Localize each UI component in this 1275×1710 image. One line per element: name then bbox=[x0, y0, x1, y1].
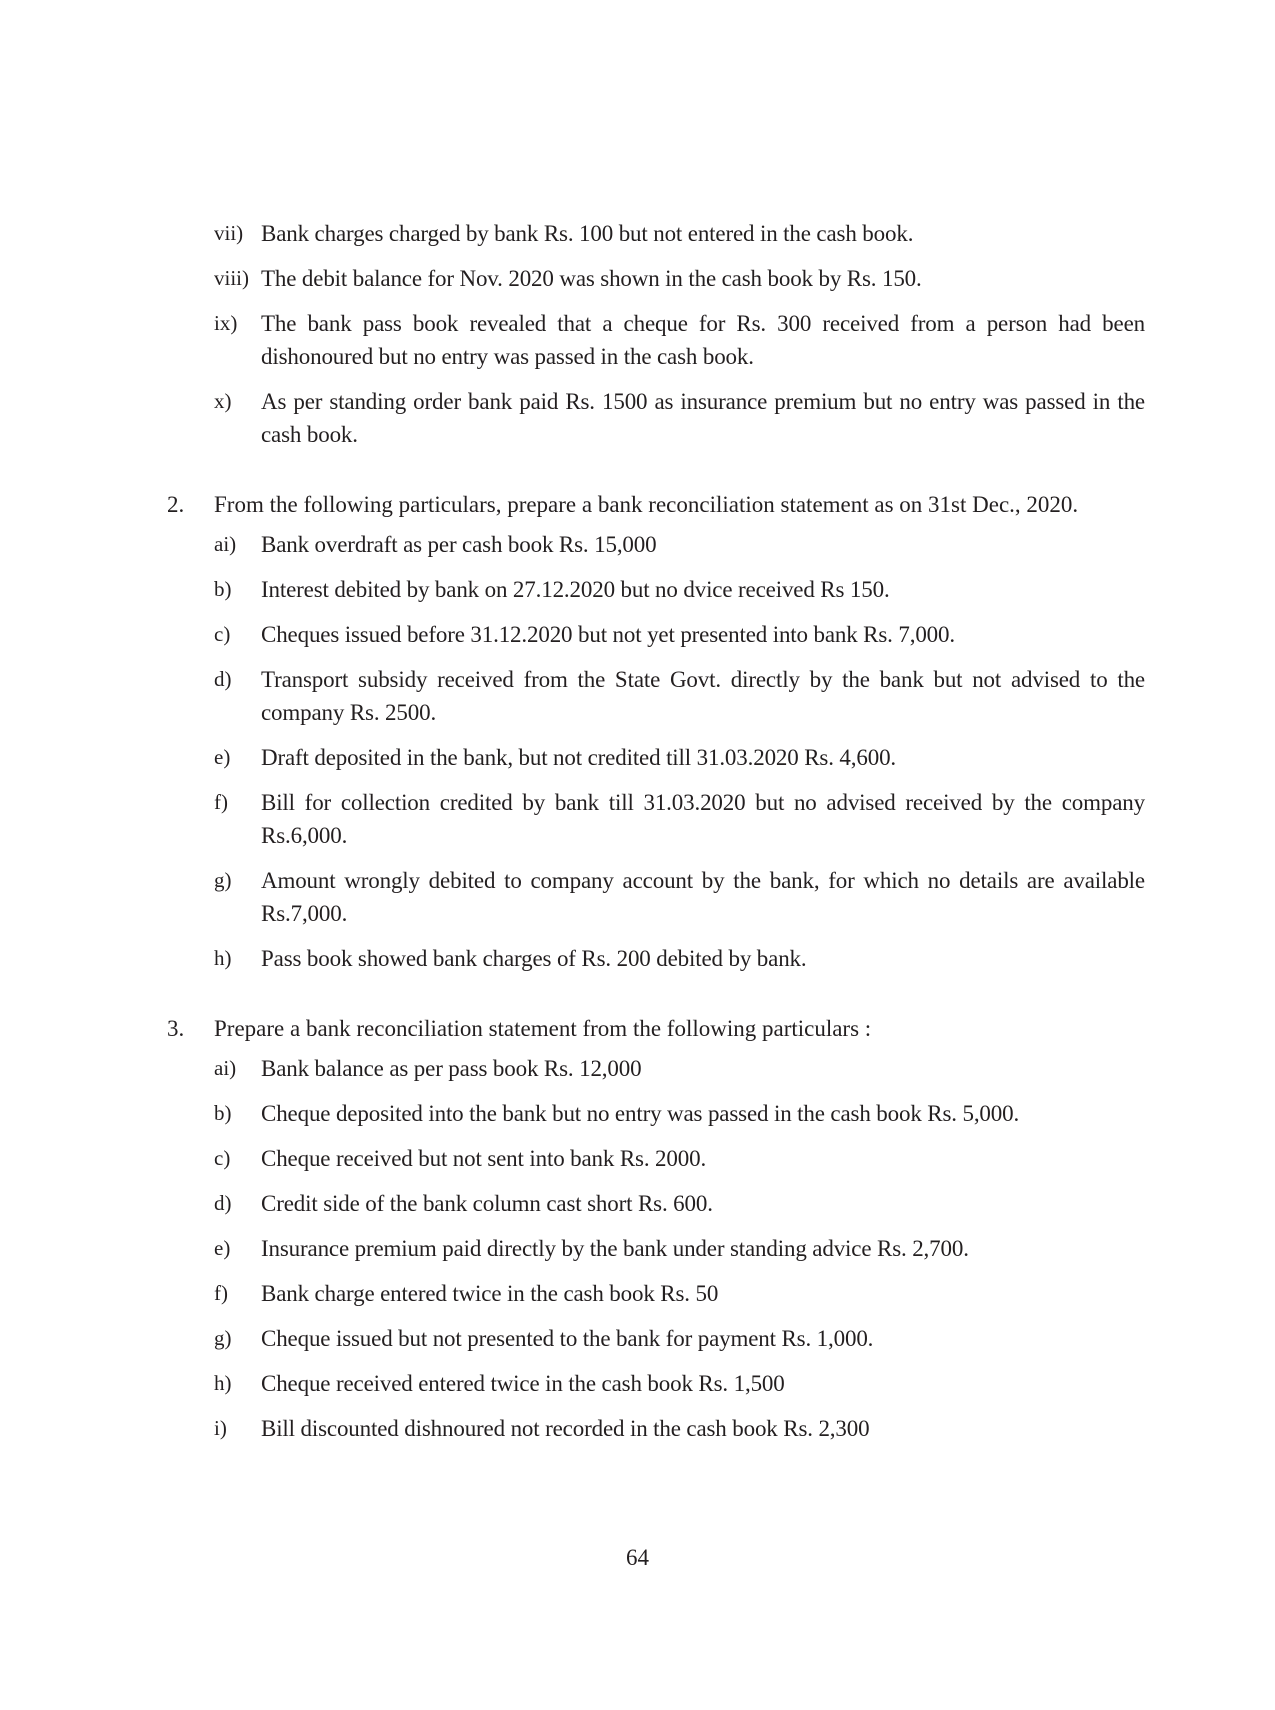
item-label: d) bbox=[214, 1191, 232, 1215]
question-text: Prepare a bank reconciliation statement from the following particulars : bbox=[214, 1016, 872, 1041]
item-text: Cheque deposited into the bank but no entry was passed in the cash book Rs. 5,000. bbox=[261, 1101, 1020, 1126]
list-item bbox=[214, 217, 1145, 250]
item-label: b) bbox=[214, 577, 232, 601]
list-item bbox=[214, 307, 1145, 373]
question-heading bbox=[167, 1012, 1145, 1045]
item-label: viii) bbox=[214, 266, 249, 290]
page-content bbox=[167, 217, 1145, 1445]
item-label: f) bbox=[214, 1281, 228, 1305]
question-3 bbox=[167, 1012, 1145, 1445]
item-label: f) bbox=[214, 790, 228, 814]
item-text: Cheque issued but not presented to the bank for payment Rs. 1,000. bbox=[261, 1326, 874, 1351]
item-label: ix) bbox=[214, 311, 238, 335]
list-item bbox=[214, 1412, 1145, 1445]
item-label: c) bbox=[214, 622, 231, 646]
list-item bbox=[214, 663, 1145, 729]
item-text: The debit balance for Nov. 2020 was shown in the cash book by Rs. 150. bbox=[261, 266, 922, 291]
item-text: Bank charges charged by bank Rs. 100 but not entered in the cash book. bbox=[261, 221, 914, 246]
item-text: Draft deposited in the bank, but not credited till 31.03.2020 Rs. 4,600. bbox=[261, 745, 897, 770]
item-text: Bank overdraft as per cash book Rs. 15,000 bbox=[261, 532, 657, 557]
item-text: As per standing order bank paid Rs. 1500 as insurance premium but no entry was passed in the cash book. bbox=[261, 389, 1145, 447]
list-item bbox=[214, 1277, 1145, 1310]
list-item bbox=[214, 1052, 1145, 1085]
item-label: g) bbox=[214, 1326, 232, 1350]
list-item bbox=[214, 864, 1145, 930]
list-item bbox=[214, 1097, 1145, 1130]
item-label: h) bbox=[214, 946, 232, 970]
question-3-item-list bbox=[214, 1052, 1145, 1445]
list-item bbox=[214, 1232, 1145, 1265]
item-text: Bill discounted dishnoured not recorded in the cash book Rs. 2,300 bbox=[261, 1416, 870, 1441]
question-text: From the following particulars, prepare a bank reconciliation statement as on 31st Dec., 2020. bbox=[214, 492, 1079, 517]
list-item bbox=[214, 942, 1145, 975]
item-text: Cheque received entered twice in the cash book Rs. 1,500 bbox=[261, 1371, 785, 1396]
item-text: The bank pass book revealed that a cheque for Rs. 300 received from a person had been dishonoured but no entry was passed in the cash book. bbox=[261, 311, 1145, 369]
item-label: e) bbox=[214, 745, 231, 769]
list-item bbox=[214, 1322, 1145, 1355]
question-2 bbox=[167, 488, 1145, 975]
list-item bbox=[214, 741, 1145, 774]
item-text: Pass book showed bank charges of Rs. 200 debited by bank. bbox=[261, 946, 807, 971]
list-item bbox=[214, 618, 1145, 651]
list-item bbox=[214, 786, 1145, 852]
list-item bbox=[214, 262, 1145, 295]
question-heading bbox=[167, 488, 1145, 521]
item-text: Cheques issued before 31.12.2020 but not yet presented into bank Rs. 7,000. bbox=[261, 622, 955, 647]
item-text: Bank charge entered twice in the cash book Rs. 50 bbox=[261, 1281, 719, 1306]
list-item bbox=[214, 385, 1145, 451]
item-label: b) bbox=[214, 1101, 232, 1125]
item-label: d) bbox=[214, 667, 232, 691]
item-label: e) bbox=[214, 1236, 231, 1260]
item-label: ai) bbox=[214, 1056, 237, 1080]
item-text: Bill for collection credited by bank till 31.03.2020 but no advised received by the company Rs.6,000. bbox=[261, 790, 1145, 848]
list-item bbox=[214, 1142, 1145, 1175]
item-text: Credit side of the bank column cast short Rs. 600. bbox=[261, 1191, 713, 1216]
item-text: Interest debited by bank on 27.12.2020 but no dvice received Rs 150. bbox=[261, 577, 890, 602]
item-label: h) bbox=[214, 1371, 232, 1395]
question-number: 2. bbox=[167, 492, 185, 517]
item-label: vii) bbox=[214, 221, 244, 245]
list-item bbox=[214, 573, 1145, 606]
item-text: Amount wrongly debited to company account by the bank, for which no details are available Rs.7,000. bbox=[261, 868, 1145, 926]
item-text: Insurance premium paid directly by the bank under standing advice Rs. 2,700. bbox=[261, 1236, 969, 1261]
list-item bbox=[214, 528, 1145, 561]
item-label: g) bbox=[214, 868, 232, 892]
list-item bbox=[214, 1367, 1145, 1400]
list-item bbox=[214, 1187, 1145, 1220]
item-label: i) bbox=[214, 1416, 227, 1440]
item-label: c) bbox=[214, 1146, 231, 1170]
item-text: Transport subsidy received from the State Govt. directly by the bank but not advised to the company Rs. 2500. bbox=[261, 667, 1145, 725]
question-number: 3. bbox=[167, 1016, 185, 1041]
item-text: Bank balance as per pass book Rs. 12,000 bbox=[261, 1056, 642, 1081]
item-text: Cheque received but not sent into bank Rs. 2000. bbox=[261, 1146, 707, 1171]
item-label: x) bbox=[214, 389, 232, 413]
item-label: ai) bbox=[214, 532, 237, 556]
question-2-item-list bbox=[214, 528, 1145, 975]
page-number: 64 bbox=[626, 1545, 649, 1570]
continued-item-list bbox=[214, 217, 1145, 451]
